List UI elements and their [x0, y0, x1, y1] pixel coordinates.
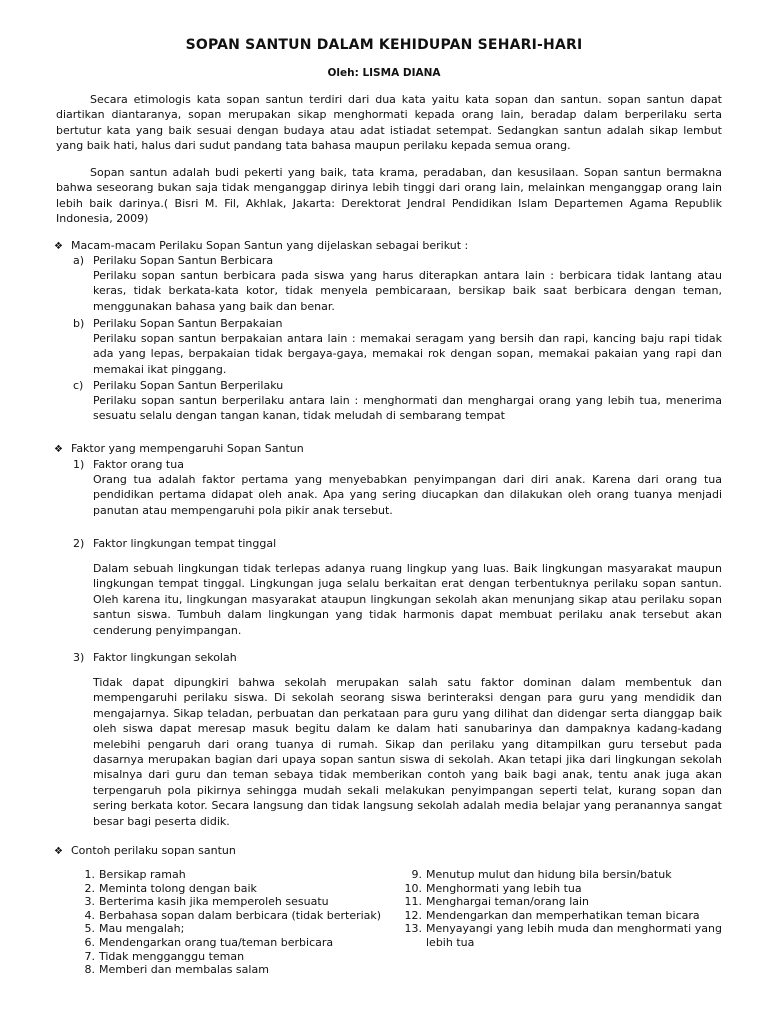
list-item: 3. Berterima kasih jika memperoleh sesuatu — [84, 895, 329, 909]
section2-item-3-body: Tidak dapat dipungkiri bahwa sekolah merupakan salah satu faktor dominan dalam membentuk dan mempengaruhi perilaku siswa. Di sekolah seorang siswa berinteraksi dengan para guru yang mendidik dan mengajarnya. Sikap teladan, perbuatan dan perkataan para guru yang dilihat dan didengar serta dianggap baik oleh siswa dapat meresap masuk begitu dalam ke dalam hati sanubarinya dan dampaknya kadang-kadang melebihi pengaruh dari orang tuanya di rumah. Sikap dan perilaku yang ditampilkan guru tersebut pada dasarnya merupakan bagian dari upaya sopan santun siswa di sekolah. Akan tetapi jika dari lingkungan sekolah misalnya dari guru dan teman sebaya tidak memberikan contoh yang baik bagi anak, tentu anak juga akan terpengaruh pola pikirnya sehingga mudah sekali melakukan penyimpangan seperti telat, kurang sopan dan sering berkata kotor. Secara langsung dan tidak langsung sekolah adalah media belajar yang peranannya sangat besar bagi peserta didik. — [93, 676, 722, 828]
document-page: SOPAN SANTUN DALAM KEHIDUPAN SEHARI-HARI Oleh: LISMA DIANA Secara etimologis kata sopan santun terdiri dari dua kata yaitu kata sopan dan santun. sopan santun dapat diartikan diantaranya, sopan merupakan sikap menghormati kepada orang lain, beradap dalam berperilaku serta bertutur kata yang baik sesuai dengan budaya atau adat istiadat setempat. Sedangkan santun adalah sikap lembut yang baik hati, halus dari sudut pandang tata bahasa maupun perilaku kepada semua orang. Sopan santun adalah budi pekerti yang baik, tata krama, peradaban, dan kesusilaan. Sopan santun bermakna bahwa seseorang bukan saja tidak menganggap dirinya lebih tinggi dari orang lain, melainkan menganggap orang lain lebih baik darinya.( Bisri M. Fil, Akhlak, Jakarta: Derektorat Jendral Pendidikan Islam Departemen Agama Republik Indonesia, 2009) ❖ Macam-macam Perilaku Sopan Santun yang dijelaskan sebagai berikut : a) Perilaku Sopan Santun Berbicara Perilaku sopan santun berbicara pada siswa yang harus diterapkan antara lain : berbicara tidak lantang atau keras, tidak berkata-kata kotor, tidak menyela pembicaraan, bersikap baik saat berbicara dengan teman, menggunakan bahasa yang baik dan benar. b) Perilaku Sopan Santun Berpakaian Perilaku sopan santun berpakaian antara lain : memakai seragam yang bersih dan rapi, kancing baju rapi tidak ada yang lepas, berpakaian tidak bergaya-gaya, memakai rok dengan sopan, memakai pakaian yang rapi dan memakai ikat pinggang. c) Perilaku Sopan Santun Berperilaku Perilaku sopan santun berperilaku antara lain : menghormati dan menghargai orang yang lebih tua, menerima sesuatu selalu dengan tangan kanan, tidak meludah di sembarang tempat ❖ Faktor yang mempengaruhi Sopan Santun 1) Faktor orang tua Orang tua adalah faktor pertama yang menyebabkan penyimpangan dari diri anak. Karena dari orang tua pendidikan pertama didapat oleh anak. Apa yang sering diucapkan dan dilakukan oleh orang tuanya menjadi panutan atau mempengaruhi pola pikir anak tersebut. 2) Faktor lingkungan tempat tinggal Dalam sebuah lingkungan tidak terlepas adanya ruang lingkup yang luas. Baik lingkungan masyarakat maupun lingkungan tempat tinggal. Lingkungan juga selalu berkaitan erat dengan terbentuknya perilaku sopan santun. Oleh karena itu, lingkungan masyarakat ataupun lingkungan sekolah akan menunjang sikap atau perilaku sopan santun siswa. Tumbuh dalam lingkungan yang tidak harmonis dapat membuat perilaku anak tersebut akan cenderung penyimpangan. 3) Faktor lingkungan sekolah Tidak dapat dipungkiri bahwa sekolah merupakan salah satu faktor dominan dalam membentuk dan mempengaruhi perilaku siswa. Di sekolah seorang siswa berinteraksi dengan para guru yang mendidik dan mengajarnya. Sikap teladan, perbuatan dan perkataan para guru yang dilihat dan didengar serta dianggap baik oleh siswa dapat meresap masuk begitu dalam ke dalam hati sanubarinya dan dampaknya kadang-kadang melebihi pengaruh dari orang tuanya di rumah. Sikap dan perilaku yang ditampilkan guru tersebut pada dasarnya merupakan bagian dari upaya sopan santun siswa di sekolah. Akan tetapi jika dari lingkungan sekolah misalnya dari guru dan teman sebaya tidak memberikan contoh yang baik bagi anak, tentu anak juga akan terpengaruh pola pikirnya sehingga mudah sekali melakukan penyimpangan seperti telat, kurang sopan dan sering berkata kotor. Secara langsung dan tidak langsung sekolah adalah media belajar yang peranannya sangat besar bagi peserta didik. ❖ Contoh perilaku sopan santun 1. Bersikap ramah 2. Meminta tolong dengan baik 3. Berterima kasih jika memperoleh sesuatu 4. Berbahasa sopan dalam berbicara (tidak berteriak) 5. Mau mengalah; 6. Mendengarkan orang tua/teman berbicara 7. Tidak mengganggu teman 8. Memberi dan membalas salam 9. Menutup mulut dan hidung bila bersin/batuk 10. Menghormati yang lebih tua 11. Menghargai teman/orang lain 12. Mendengarkan dan memperhatikan teman bicara 13. Menyayangi yang lebih muda dan menghormati yang lebih tua — [0, 0, 768, 1024]
intro-paragraph-1: Secara etimologis kata sopan santun terdiri dari dua kata yaitu kata sopan dan santun. sopan santun dapat diartikan diantaranya, sopan merupakan sikap menghormati kepada orang lain, beradap dalam berperilaku serta bertutur kata yang baik sesuai dengan budaya atau adat istiadat setempat. Sedangkan santun adalah sikap lembut yang baik hati, halus dari sudut pandang tata bahasa maupun perilaku kepada semua orang. — [56, 93, 722, 153]
section1-heading: ❖ Macam-macam Perilaku Sopan Santun yang dijelaskan sebagai berikut : — [54, 238, 468, 254]
list-item: 6. Mendengarkan orang tua/teman berbicara — [84, 935, 334, 949]
section3-heading: ❖ Contoh perilaku sopan santun — [54, 843, 236, 859]
list-item: 1. Bersikap ramah — [84, 868, 186, 881]
list-item: 12. Mendengarkan dan memperhatikan teman bicara — [404, 908, 700, 922]
list-item: 7. Tidak mengganggu teman — [84, 949, 245, 963]
section1-item-b-body: Perilaku sopan santun berpakaian antara lain : memakai seragam yang bersih dan rapi, kancing baju rapi tidak ada yang lepas, berpakaian tidak bergaya-gaya, memakai rok dengan sopan, memakai pakaian yang rapi dan memakai ikat pinggang. — [93, 332, 722, 376]
list-item: 9. Menutup mulut dan hidung bila bersin/batuk — [411, 868, 672, 881]
list-item: 5. Mau mengalah; — [84, 922, 185, 936]
examples-list-left — [73, 868, 403, 977]
list-item: 13. Menyayangi yang lebih muda dan menghormati yang lebih tua — [404, 922, 722, 949]
section2-heading: ❖ Faktor yang mempengaruhi Sopan Santun — [54, 441, 304, 457]
diamond-bullet-icon: ❖ — [54, 846, 63, 857]
section1-item-c-body: Perilaku sopan santun berperilaku antara lain : menghormati dan menghargai orang yang lebih tua, menerima sesuatu selalu dengan tangan kanan, tidak meludah di sembarang tempat — [93, 394, 722, 423]
diamond-bullet-icon: ❖ — [54, 444, 63, 455]
diamond-bullet-icon: ❖ — [54, 241, 63, 252]
list-item: 8. Memberi dan membalas salam — [84, 963, 269, 977]
document-title: SOPAN SANTUN DALAM KEHIDUPAN SEHARI-HARI — [185, 37, 583, 53]
section1-item-a-body: Perilaku sopan santun berbicara pada siswa yang harus diterapkan antara lain : berbicara tidak lantang atau keras, tidak berkata-kata kotor, tidak menyela pembicaraan, bersikap baik saat berbicara dengan teman, menggunakan bahasa yang baik dan benar. — [93, 269, 722, 313]
list-item: 10. Menghormati yang lebih tua — [404, 881, 582, 895]
section2-item-1-body: Orang tua adalah faktor pertama yang menyebabkan penyimpangan dari diri anak. Karena dari orang tua pendidikan pertama didapat oleh anak. Apa yang sering diucapkan dan dilakukan oleh orang tuanya menjadi panutan atau mempengaruhi pola pikir anak tersebut. — [93, 473, 722, 517]
examples-list-right — [400, 868, 726, 950]
list-item: 11. Menghargai teman/orang lain — [404, 895, 590, 909]
document-author: Oleh: LISMA DIANA — [327, 67, 441, 79]
list-item: 4. Berbahasa sopan dalam berbicara (tidak berteriak) — [84, 908, 382, 922]
section2-item-2-body: Dalam sebuah lingkungan tidak terlepas adanya ruang lingkup yang luas. Baik lingkungan masyarakat maupun lingkungan tempat tinggal. Lingkungan juga selalu berkaitan erat dengan terbentuknya perilaku sopan santun. Oleh karena itu, lingkungan masyarakat ataupun lingkungan sekolah akan menunjang sikap atau perilaku sopan santun siswa. Tumbuh dalam lingkungan yang tidak harmonis dapat membuat perilaku anak tersebut akan cenderung penyimpangan. — [93, 562, 722, 637]
list-item: 2. Meminta tolong dengan baik — [84, 881, 257, 895]
intro-paragraph-2: Sopan santun adalah budi pekerti yang baik, tata krama, peradaban, dan kesusilaan. Sopan santun bermakna bahwa seseorang bukan saja tidak menganggap dirinya lebih tinggi dari orang lain, melainkan menganggap orang lain lebih baik darinya.( Bisri M. Fil, Akhlak, Jakarta: Derektorat Jendral Pendidikan Islam Departemen Agama Republik Indonesia, 2009) — [56, 166, 722, 226]
